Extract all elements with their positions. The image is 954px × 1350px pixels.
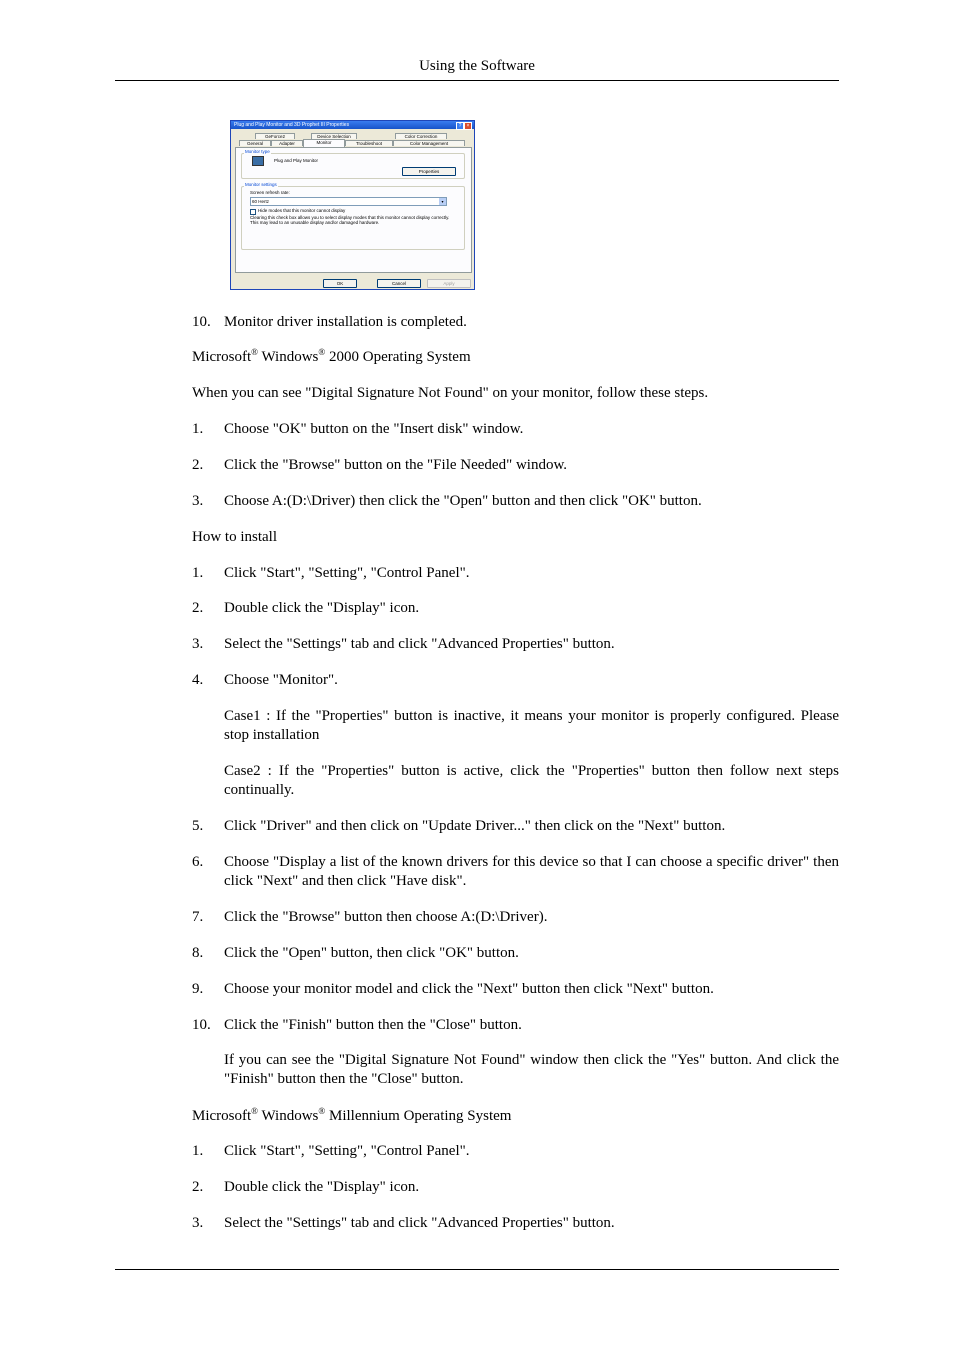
dialog-panel <box>235 147 472 273</box>
finish-note: If you can see the "Digital Signature Not Found" window then click the "Yes" button. And click the "Finish" button then the "Close" button. <box>224 1052 839 1087</box>
install-step-number: 2. <box>192 600 204 616</box>
intro-text: When you can see "Digital Signature Not Found" on your monitor, follow these steps. <box>192 385 709 401</box>
monitor-icon <box>252 156 264 166</box>
me-step-text: Double click the "Display" icon. <box>224 1179 420 1195</box>
tab-troubleshoot: Troubleshoot <box>345 140 393 146</box>
install-step-number: 9. <box>192 981 204 997</box>
monitor-name: Plug and Play Monitor <box>274 158 319 163</box>
install-step-text: Choose "Monitor". <box>224 672 338 688</box>
refresh-rate-value: 60 Hertz <box>252 199 270 204</box>
hide-modes-label: Hide modes that this monitor cannot display <box>258 208 346 213</box>
install-step-number: 1. <box>192 565 204 581</box>
monitor-settings-label: Monitor settings <box>245 182 277 187</box>
sig-step-text: Choose "OK" button on the "Insert disk" window. <box>224 421 524 437</box>
install-step-text: Click the "Finish" button then the "Close" button. <box>224 1017 522 1033</box>
install-step-text: Click the "Browse" button then choose A:(D:\Driver). <box>224 909 548 925</box>
page-header: Using the Software <box>419 58 535 74</box>
install-step-number: 5. <box>192 818 204 834</box>
install-step-number: 7. <box>192 909 204 925</box>
monitor-properties-screenshot <box>230 120 475 290</box>
sig-step-number: 1. <box>192 421 204 437</box>
install-step-text: Select the "Settings" tab and click "Advanced Properties" button. <box>224 636 615 652</box>
install-step-text: Click "Start", "Setting", "Control Panel". <box>224 565 470 581</box>
footer-rule <box>115 1269 839 1270</box>
install-step-number: 4. <box>192 672 204 688</box>
ok-button: OK <box>323 279 357 288</box>
me-step-number: 2. <box>192 1179 204 1195</box>
install-step-number: 10. <box>192 1017 211 1033</box>
dialog-titlebar <box>231 121 474 129</box>
header-rule <box>115 80 839 81</box>
me-step-text: Click "Start", "Setting", "Control Panel". <box>224 1143 470 1159</box>
sig-step-text: Click the "Browse" button on the "File Needed" window. <box>224 457 568 473</box>
chevron-down-icon: ▾ <box>439 198 446 205</box>
cancel-button: Cancel <box>377 279 421 288</box>
install-step-text: Choose your monitor model and click the "Next" button then click "Next" button. <box>224 981 714 997</box>
install-step-text: Double click the "Display" icon. <box>224 600 420 616</box>
me-step-number: 1. <box>192 1143 204 1159</box>
install-step-text: Choose "Display a list of the known drivers for this device so that I can choose a specific driver" then click "Next" and then click "Have disk". <box>224 854 839 889</box>
sig-step-text: Choose A:(D:\Driver) then click the "Open" button and then click "OK" button. <box>224 493 702 509</box>
close-icon: × <box>464 122 472 130</box>
me-step-number: 3. <box>192 1215 204 1231</box>
case2-note: Case2 : If the "Properties" button is active, click the "Properties" button then follow next steps continually. <box>224 763 839 798</box>
tab-adapter: Adapter <box>271 140 303 146</box>
apply-button: Apply <box>427 279 471 288</box>
me-step-text: Select the "Settings" tab and click "Advanced Properties" button. <box>224 1215 615 1231</box>
sig-step-number: 3. <box>192 493 204 509</box>
help-icon: ? <box>456 122 464 130</box>
refresh-rate-select <box>250 197 447 206</box>
tab-color-management: Color Management <box>393 140 465 146</box>
monitor-type-label: Monitor type <box>245 149 270 154</box>
hide-modes-description: Clearing this check box allows you to select display modes that this monitor cannot display correctly. This may lead to an unusable display and/or damaged hardware. <box>250 215 450 225</box>
winme-heading: Microsoft® Windows® Millennium Operating System <box>192 1106 512 1124</box>
tab-general: General <box>239 140 271 146</box>
tab-device-selection: Device Selection <box>311 133 357 139</box>
tab-color-correction: Color Correction <box>395 133 447 139</box>
dialog-title: Plug and Play Monitor and 3D Prophet III Properties <box>234 122 350 128</box>
install-step-text: Click "Driver" and then click on "Update Driver..." then click on the "Next" button. <box>224 818 726 834</box>
properties-button: Properties <box>402 167 456 176</box>
win2000-heading: Microsoft® Windows® 2000 Operating System <box>192 347 471 365</box>
how-to-install-heading: How to install <box>192 529 277 545</box>
step10-number: 10. <box>192 314 211 330</box>
install-step-text: Click the "Open" button, then click "OK" button. <box>224 945 519 961</box>
sig-step-number: 2. <box>192 457 204 473</box>
install-step-number: 3. <box>192 636 204 652</box>
refresh-rate-label: Screen refresh rate: <box>250 190 290 195</box>
install-step-number: 6. <box>192 854 204 870</box>
install-step-number: 8. <box>192 945 204 961</box>
step10-text: Monitor driver installation is completed. <box>224 314 467 330</box>
case1-note: Case1 : If the "Properties" button is inactive, it means your monitor is properly configured. Please stop installation <box>224 708 839 743</box>
tab-geforce2: GeForce2 <box>255 133 295 139</box>
tab-monitor: Monitor <box>303 139 345 147</box>
